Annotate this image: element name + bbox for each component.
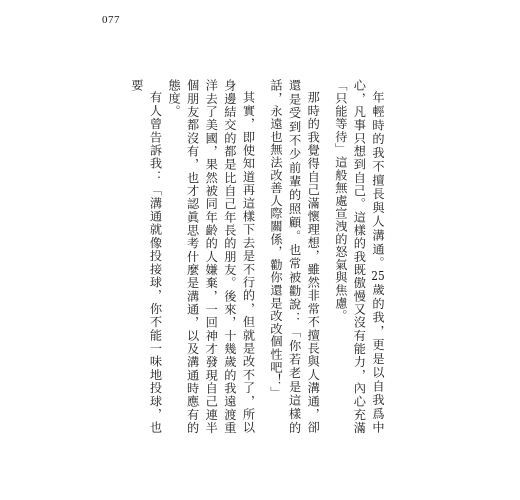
paragraph-4: 有人曾告訴我：「溝通就像投接球，你不能一味地投球，也要 bbox=[129, 79, 163, 434]
age-number: 25 bbox=[371, 270, 385, 283]
paragraph-1-part-b: 歲的我，更是以自我爲中心，凡事只想到自己。這樣的我既傲慢又沒有能力，內心充滿「只能等待」這般無處宣洩的怒氣與焦慮。 bbox=[333, 79, 385, 434]
paragraph-3: 其實，即使知道再這樣下去是不行的，但就是改不了，所以身邊結交的都是比自己年長的朋友。後來，十幾歲的我遠渡重洋去了美國，果然被同年齡的人嫌棄，一回神才發現自己連半個朋友都沒有，也才認眞思考什麼是溝通，以及溝通時應有的態度。 bbox=[167, 79, 256, 434]
body-text bbox=[127, 79, 396, 434]
paragraph-1-part-a: 年輕時的我不擅長與人溝通。 bbox=[371, 91, 385, 271]
page-number: 077 bbox=[102, 14, 120, 26]
paragraph-2: 那時的我覺得自己滿懷理想，雖然非常不擅長與人溝通，卻還是受到不少前輩的照顧。也常被勸說：「你若老是這樣的話，永遠也無法改善人際關係，勸你還是改改個性吧！」 bbox=[269, 79, 321, 434]
paragraph-1 bbox=[331, 79, 387, 434]
